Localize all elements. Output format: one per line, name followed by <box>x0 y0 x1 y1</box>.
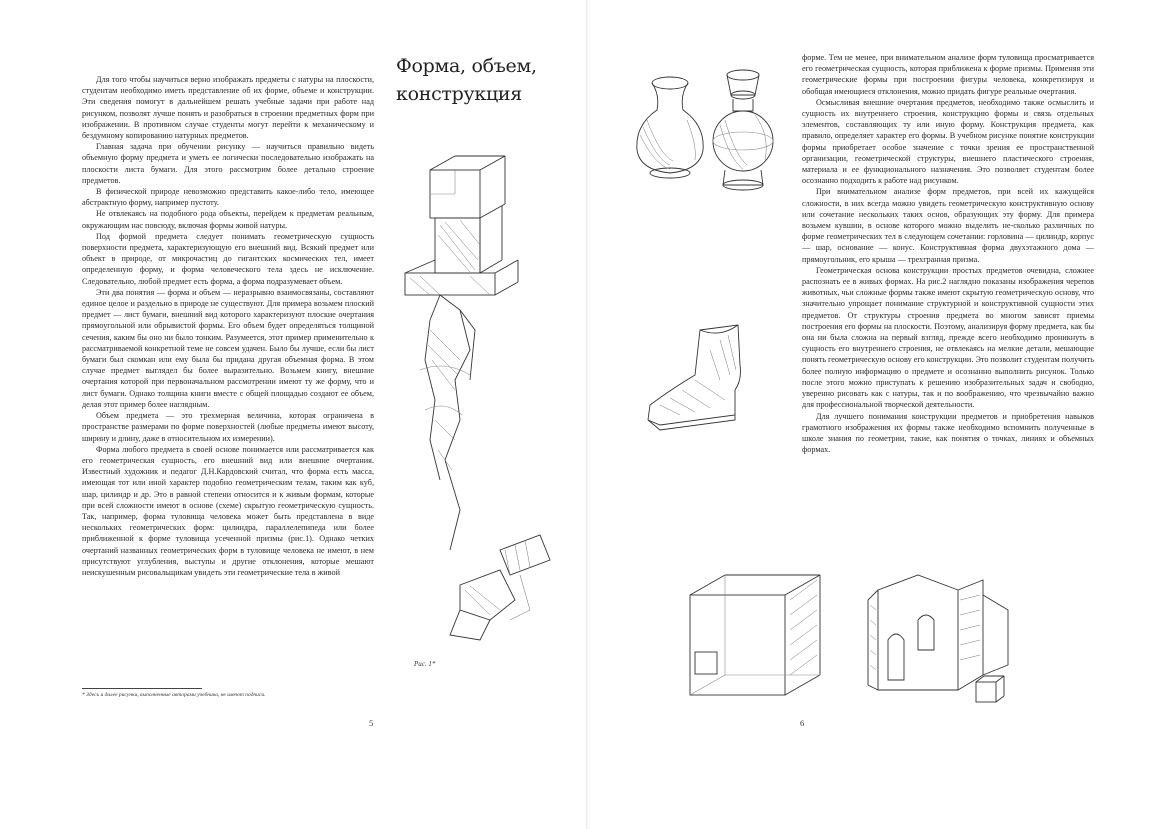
paragraph: Не отвлекаясь на подобного рода объекты, перейдем к предметам реальным, окружающим нас повсюду, включая формы живой натуры. <box>82 209 374 230</box>
page-number-left: 5 <box>369 718 374 728</box>
cube-figure-drawing <box>450 535 550 640</box>
paragraph: Под формой предмета следует понимать геометрическую сущность поверхности предмета, характеризующую его внешний вид. Всякий предмет или объект в природе, от микрочастиц до гигантских космических тел, имеет определенную форму, и форма человеческого тела здесь не исключение. Следовательно, любой предмет есть форма, а форма подразумевает объем. <box>82 231 374 286</box>
stacked-cubes-drawing <box>405 156 518 295</box>
paragraph: Осмысливая внешние очертания предметов, необходимо также осмыслить и сущность их внутреннего строения, конструкцию формы и связь отдельных элементов, составляющих ту или иную форму. Конструкция предмета, как правило, определяет характер его формы. В учебном рисунке понятие конструкции формы приобретает особое значение с точки зрения ее пространственной организации, геометрической структуры, внешнего пластического строения, материала и ее функционального назначения. Это позволяет студентам более осознанно подходить к работе над рисунком. <box>802 97 1094 186</box>
paragraph: Форма любого предмета в своей основе понимается или рассматривается как его геометрическая сущность, его внешний вид или внешние очертания. Известный художник и педагог Д.Н.Кардовский считал, что форма есть масса, имеющая тот или иной характер подобно геометрическим телам, таким как куб, шар, цилиндр и др. Это в равной степени относится и к живым формам, которые при всей сложности имеют в основе (схеме) скрытую геометрическую сущность. Так, например, форма туловища человека может быть представлена в виде нескольких геометрических форм: цилиндра, параллелепипеда или более приближенной к форме туловища усеченной призмы (рис.1). Однако четких очертаний названных геометрических форм в туловище человека не имеют, в нем присутствуют углубления, выступы и другие отклонения, которые мешают неискушенным рисовальщикам увидеть эти геометрические тела в живой <box>82 444 374 577</box>
vase-drawing <box>637 77 703 178</box>
page-number-right: 6 <box>800 718 805 728</box>
chapter-title-line: Форма, объем, <box>396 55 537 77</box>
paragraph: Для того чтобы научиться верно изображать предметы с натуры на плоскости, студентам необходимо иметь представление об их форме, объеме и конструкции. Эти сведения помогут в дальнейшем решать учебные задачи при работе над рисунком, позволят лучше понять и разобраться в строении предметных форм при изображении. В противном случае студенты могут перейти к механическому и бездумному копированию натурных предметов. <box>82 75 374 141</box>
boot-drawing <box>640 320 770 440</box>
paragraph: Главная задача при обучении рисунку — научиться правильно видеть объемную форму предмета и уметь ее логически последовательно изображать на плоскости листа бумаги. Для этого рассмотрим более детально строение предметов. <box>82 142 374 185</box>
paragraph: Эти два понятия — форма и объем — неразрывно взаимосвязаны, составляют единое целое и раздельно в природе не существуют. Для примера возьмем плоский предмет — лист бумаги, внешний вид которого характеризуют плоские очертания прямоугольной или обрывистой формы. Его объем будет определяться толщиной сечения, каким бы оно ни было тонким. Разумеется, этот пример применительно к рассматриваемой конкретной теме не совсем удачен. Было бы лучше, если бы лист бумаги был скомкан или ему была бы придана другая объемная форма. В этом случае предмет выглядел бы более выразительно. Возьмем книгу, внешние очертания которой при первоначальном рассмотрении имеют ту же форму, что и лист бумаги. Однако толщина книги вместе с общей площадью создают ее объем, делая этот пример более наглядным. <box>82 287 374 409</box>
paragraph: Объем предмета — это трехмерная величина, которая ограничена в пространстве размерами по форме поверхностей (любые предметы имеют высоту, ширину и длину, даже в относительном их измерении). <box>82 411 374 443</box>
left-text-column <box>82 74 374 578</box>
footnote: * Здесь и далее рисунки, выполненные авторами учебника, не имеют подписи. <box>82 692 266 698</box>
figure-caption: Рис. 1* <box>414 660 436 668</box>
wire-cube-drawing <box>685 570 825 710</box>
paragraph: Для лучшего понимания конструкции предметов и приобретения навыков грамотного изображения их формы также необходимо вспомнить полученные в школе знания по геометрии, такие, как понятия о точках, линиях и объемных формах. <box>802 411 1094 455</box>
geometric-vase-drawing <box>713 70 773 190</box>
paragraph: При внимательном анализе форм предметов, при всей их кажущейся сложности, в них всегда можно увидеть геометрическую конструктивную основу или сочетание нескольких таких основ, образующих эту форму. Для примера возьмем кувшин, в основе которого можно выделить не-сколько различных по форме геометрических тел в следующем сочетании: горловина — цилиндр, корпус — шар, основание — конус. Конструктивная форма двухэтажного дома — прямоугольник, его крыша — трехгранная призма. <box>802 187 1094 264</box>
paragraph: В физической природе невозможно представить какое-либо тело, имеющее абстрактную форму, например пустоту. <box>82 187 374 208</box>
figure-1-drawings <box>400 120 600 660</box>
house-drawing <box>858 570 1018 715</box>
chapter-title-line: конструкция <box>396 83 522 105</box>
torso-sketch-drawing <box>420 295 475 550</box>
chapter-title <box>396 52 546 108</box>
paragraph: Геометрическая основа конструкции простых предметов очевидна, сложнее распознать ее в живых формах. На рис.2 наглядно показаны изображения черепов животных, чьи сложные формы также имеют скрытую геометрическую основу, что значительно упрощает понимание структурной и конструктивной сущности этих предметов. От структуры строения предмета во многом зависят приемы построения его формы на плоскости. Поэтому, анализируя форму предмета, как бы она ни была сложна на первый взгляд, прежде всего необходимо проникнуть в сущность его внутреннего строения, не отвлекаясь на мелкие детали, мешающие понять геометрическую основу его конструкции. Это позволит студентам получить более полную информацию о предмете и осознанно выполнить рисунок. Только после этого можно приступать к решению изобразительных задач и свободно, уверенно рисовать как с натуры, так и по воображению, что чрезвычайно важно для профессиональной творческой деятельности. <box>802 265 1094 410</box>
footnote-divider <box>82 688 202 689</box>
vase-drawings <box>625 65 795 205</box>
right-text-column <box>802 52 1094 455</box>
paragraph: форме. Тем не менее, при внимательном анализе форм туловища просматривается его геометрическая сущность, которая приближена к форме призмы. Применяя эти геометрические формы при построении фигуры человека, конкретизируя и обобщая имеющиеся отклонения, можно придать фигуре реальные очертания. <box>802 53 1094 96</box>
